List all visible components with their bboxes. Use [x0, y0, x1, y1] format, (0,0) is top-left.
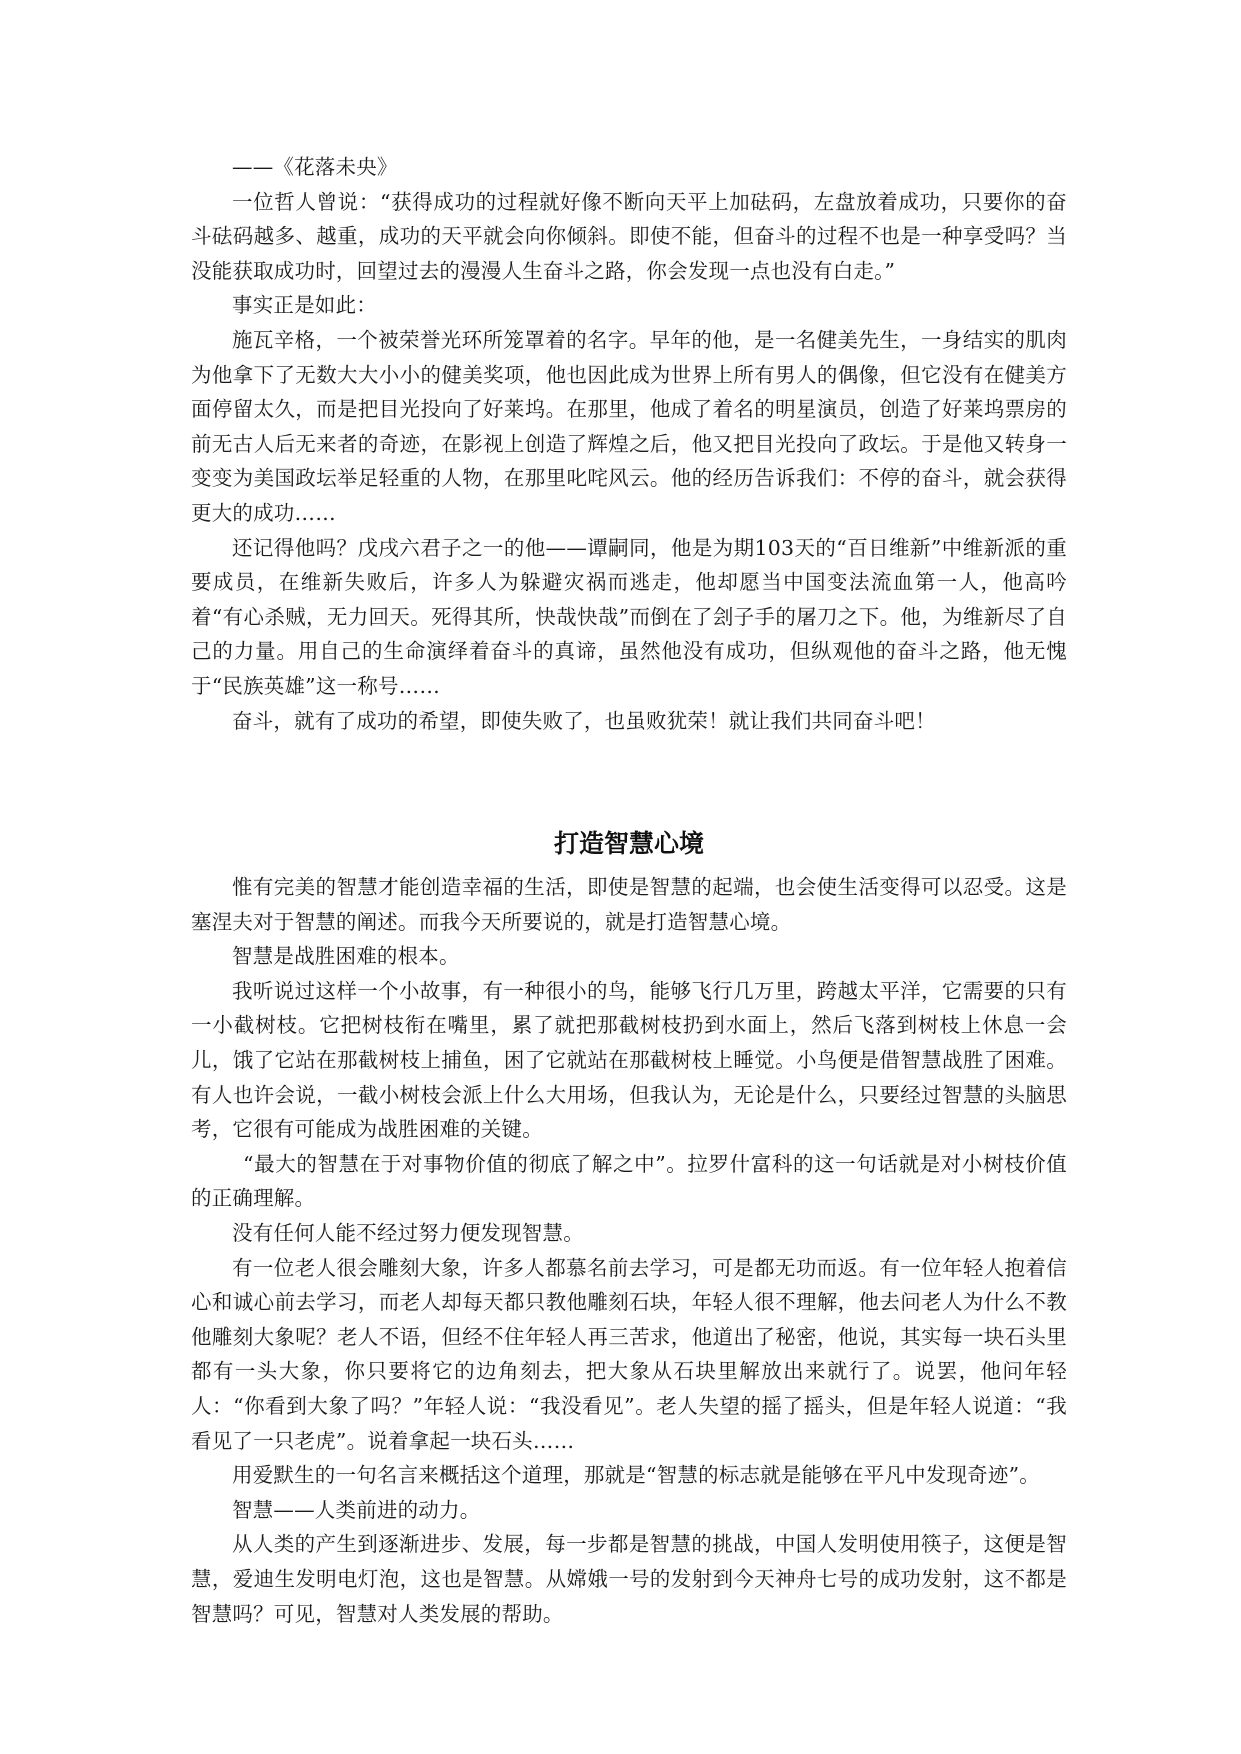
essay-title: 打造智慧心境	[553, 829, 704, 859]
document-page	[191, 150, 1067, 1631]
quote-attribution: ——《花落未央》	[232, 155, 398, 179]
paragraph: 一位哲人曾说：“获得成功的过程就好像不断向天平上加砝码，左盘放着成功，只要你的奋斗砝码越多、越重，成功的天平就会向你倾斜。即使不能，但奋斗的过程不也是一种享受吗？当没能获取成功时，回望过去的漫漫人生奋斗之路，你会发现一点也没有白走。”	[191, 189, 1067, 283]
paragraph: 没有任何人能不经过努力便发现智慧。	[232, 1221, 584, 1246]
paragraph: 从人类的产生到逐渐进步、发展，每一步都是智慧的挑战，中国人发明使用筷子，这便是智慧，爱迪生发明电灯泡，这也是智慧。从嫦娥一号的发射到今天神舟七号的成功发射，这不都是智慧吗？可见，智慧对人类发展的帮助。	[191, 1532, 1067, 1626]
essay-section-2	[191, 824, 1067, 1631]
paragraph: 智慧——人类前进的动力。	[232, 1497, 481, 1522]
paragraph: 用爱默生的一句名言来概括这个道理，那就是“智慧的标志就是能够在平凡中发现奇迹”。	[232, 1463, 1040, 1488]
paragraph: 事实正是如此：	[232, 293, 377, 318]
paragraph: 惟有完美的智慧才能创造幸福的生活，即使是智慧的起端，也会使生活变得可以忍受。这是塞涅夫对于智慧的阐述。而我今天所要说的，就是打造智慧心境。	[191, 875, 1067, 934]
paragraph: 奋斗，就有了成功的希望，即使失败了，也虽败犹荣！就让我们共同奋斗吧！	[232, 708, 936, 733]
paragraph: 施瓦辛格，一个被荣誉光环所笼罩着的名字。早年的他，是一名健美先生，一身结实的肌肉为他拿下了无数大大小小的健美奖项，他也因此成为世界上所有男人的偶像，但它没有在健美方面停留太久，而是把目光投向了好莱坞。在那里，他成了着名的明星演员，创造了好莱坞票房的前无古人后无来者的奇迹，在影视上创造了辉煌之后，他又把目光投向了政坛。于是他又转身一变变为美国政坛举足轻重的人物，在那里叱咤风云。他的经历告诉我们：不停的奋斗，就会获得更大的成功……	[191, 327, 1067, 525]
essay-section-1	[191, 150, 1067, 738]
paragraph: 我听说过这样一个小故事，有一种很小的鸟，能够飞行几万里，跨越太平洋，它需要的只有一小截树枝。它把树枝衔在嘴里，累了就把那截树枝扔到水面上，然后飞落到树枝上休息一会儿，饿了它站在那截树枝上捕鱼，困了它就站在那截树枝上睡觉。小鸟便是借智慧战胜了困难。有人也许会说，一截小树枝会派上什么大用场，但我认为，无论是什么，只要经过智慧的头脑思考，它很有可能成为战胜困难的关键。	[191, 978, 1067, 1142]
paragraph: 智慧是战胜困难的根本。	[232, 944, 460, 969]
section-spacer	[191, 738, 1067, 824]
paragraph: 还记得他吗？戊戌六君子之一的他——谭嗣同，他是为期103天的“百日维新”中维新派的重要成员，在维新失败后，许多人为躲避灾祸而逃走，他却愿当中国变法流血第一人，他高吟着“有心杀贼，无力回天。死得其所，快哉快哉”而倒在了刽子手的屠刀之下。他，为维新尽了自己的力量。用自己的生命演绎着奋斗的真谛，虽然他没有成功，但纵观他的奋斗之路，他无愧于“民族英雄”这一称号……	[191, 535, 1067, 698]
paragraph: “最大的智慧在于对事物价值的彻底了解之中”。拉罗什富科的这一句话就是对小树枝价值的正确理解。	[191, 1151, 1067, 1211]
paragraph: 有一位老人很会雕刻大象，许多人都慕名前去学习，可是都无功而返。有一位年轻人抱着信心和诚心前去学习，而老人却每天都只教他雕刻石块，年轻人很不理解，他去问老人为什么不教他雕刻大象呢？老人不语，但经不住年轻人再三苦求，他道出了秘密，他说，其实每一块石头里都有一头大象，你只要将它的边角刻去，把大象从石块里解放出来就行了。说罢，他问年轻人：“你看到大象了吗？”年轻人说：“我没看见”。老人失望的摇了摇头，但是年轻人说道：“我看见了一只老虎”。说着拿起一块石头……	[191, 1255, 1067, 1453]
